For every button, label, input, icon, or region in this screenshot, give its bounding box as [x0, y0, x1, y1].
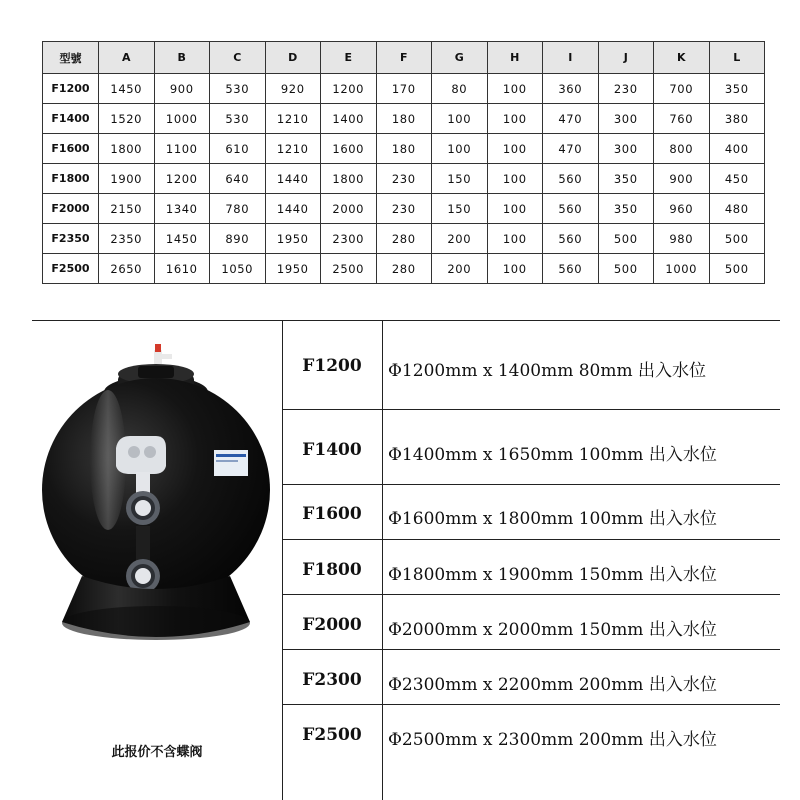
value-cell: 350: [598, 194, 654, 224]
value-cell: 1210: [265, 134, 321, 164]
value-cell: 500: [598, 254, 654, 284]
value-cell: 2650: [99, 254, 155, 284]
value-cell: 230: [376, 164, 432, 194]
value-cell: 900: [154, 74, 210, 104]
spec-row: [282, 540, 780, 595]
spec-model: F1400: [302, 440, 362, 460]
value-cell: 1450: [99, 74, 155, 104]
value-cell: 280: [376, 254, 432, 284]
spec-model: F2300: [302, 670, 362, 690]
value-cell: 920: [265, 74, 321, 104]
spec-row: [282, 320, 780, 410]
header-cell: E: [321, 42, 377, 74]
value-cell: 500: [709, 254, 765, 284]
table-row: [43, 134, 765, 164]
value-cell: 1800: [99, 134, 155, 164]
dimension-table: [42, 41, 765, 284]
value-cell: 1800: [321, 164, 377, 194]
value-cell: 350: [709, 74, 765, 104]
value-cell: 1440: [265, 194, 321, 224]
value-cell: 200: [432, 224, 488, 254]
value-cell: 100: [432, 104, 488, 134]
value-cell: 530: [210, 74, 266, 104]
header-cell: I: [543, 42, 599, 74]
table-row: [43, 224, 765, 254]
header-cell: J: [598, 42, 654, 74]
spec-model: F1200: [302, 356, 362, 376]
value-cell: 230: [376, 194, 432, 224]
spec-row: [282, 705, 780, 760]
value-cell: 700: [654, 74, 710, 104]
value-cell: 1950: [265, 254, 321, 284]
spec-model: F1800: [302, 560, 362, 580]
value-cell: 890: [210, 224, 266, 254]
price-note-caption: 此报价不含蝶阀: [111, 745, 203, 760]
value-cell: 180: [376, 134, 432, 164]
value-cell: 2500: [321, 254, 377, 284]
value-cell: 350: [598, 164, 654, 194]
value-cell: 2000: [321, 194, 377, 224]
header-cell: G: [432, 42, 488, 74]
table-row: [43, 104, 765, 134]
value-cell: 2150: [99, 194, 155, 224]
value-cell: 400: [709, 134, 765, 164]
value-cell: 100: [487, 224, 543, 254]
value-cell: 100: [487, 74, 543, 104]
table-row: [43, 164, 765, 194]
spec-row: [282, 410, 780, 485]
value-cell: 100: [432, 134, 488, 164]
spec-model: F2000: [302, 615, 362, 635]
header-cell: A: [99, 42, 155, 74]
value-cell: 480: [709, 194, 765, 224]
value-cell: 170: [376, 74, 432, 104]
header-cell: 型號: [43, 42, 99, 74]
value-cell: 300: [598, 104, 654, 134]
value-cell: 560: [543, 164, 599, 194]
header-cell: K: [654, 42, 710, 74]
value-cell: 2300: [321, 224, 377, 254]
value-cell: 960: [654, 194, 710, 224]
header-cell: L: [709, 42, 765, 74]
value-cell: 100: [487, 254, 543, 284]
value-cell: 760: [654, 104, 710, 134]
spec-description: Φ1800mm x 1900mm 150mm 出入水位: [388, 565, 717, 585]
spec-description: Φ1200mm x 1400mm 80mm 出入水位: [388, 361, 707, 381]
spec-description: Φ1400mm x 1650mm 100mm 出入水位: [388, 445, 717, 465]
value-cell: 1000: [154, 104, 210, 134]
value-cell: 450: [709, 164, 765, 194]
value-cell: 560: [543, 224, 599, 254]
value-cell: 1050: [210, 254, 266, 284]
value-cell: 230: [598, 74, 654, 104]
value-cell: 1450: [154, 224, 210, 254]
value-cell: 180: [376, 104, 432, 134]
table-row: [43, 194, 765, 224]
value-cell: 150: [432, 164, 488, 194]
value-cell: 280: [376, 224, 432, 254]
value-cell: 100: [487, 134, 543, 164]
value-cell: 640: [210, 164, 266, 194]
header-cell: B: [154, 42, 210, 74]
sand-filter-tank-image: [38, 340, 274, 650]
value-cell: 300: [598, 134, 654, 164]
value-cell: 800: [654, 134, 710, 164]
value-cell: 200: [432, 254, 488, 284]
value-cell: 360: [543, 74, 599, 104]
spec-model: F2500: [302, 725, 362, 745]
value-cell: 1210: [265, 104, 321, 134]
table-row: [43, 74, 765, 104]
value-cell: 100: [487, 194, 543, 224]
value-cell: 560: [543, 254, 599, 284]
value-cell: 530: [210, 104, 266, 134]
value-cell: 1600: [321, 134, 377, 164]
spec-row: [282, 595, 780, 650]
header-cell: C: [210, 42, 266, 74]
value-cell: 470: [543, 134, 599, 164]
spec-row: [282, 485, 780, 540]
value-cell: 1900: [99, 164, 155, 194]
model-cell: F2500: [43, 254, 99, 284]
model-cell: F1600: [43, 134, 99, 164]
value-cell: 1400: [321, 104, 377, 134]
spec-model: F1600: [302, 504, 362, 524]
model-cell: F1800: [43, 164, 99, 194]
value-cell: 500: [598, 224, 654, 254]
value-cell: 1950: [265, 224, 321, 254]
value-cell: 500: [709, 224, 765, 254]
value-cell: 900: [654, 164, 710, 194]
value-cell: 380: [709, 104, 765, 134]
header-cell: H: [487, 42, 543, 74]
model-cell: F1400: [43, 104, 99, 134]
value-cell: 1200: [154, 164, 210, 194]
header-cell: F: [376, 42, 432, 74]
spec-row: [282, 650, 780, 705]
value-cell: 150: [432, 194, 488, 224]
value-cell: 1610: [154, 254, 210, 284]
value-cell: 1100: [154, 134, 210, 164]
header-cell: D: [265, 42, 321, 74]
value-cell: 100: [487, 104, 543, 134]
value-cell: 780: [210, 194, 266, 224]
value-cell: 1340: [154, 194, 210, 224]
spec-section: [32, 320, 800, 800]
value-cell: 1440: [265, 164, 321, 194]
spec-description: Φ2500mm x 2300mm 200mm 出入水位: [388, 730, 717, 750]
model-cell: F1200: [43, 74, 99, 104]
value-cell: 80: [432, 74, 488, 104]
spec-description: Φ1600mm x 1800mm 100mm 出入水位: [388, 509, 717, 529]
table-row: [43, 254, 765, 284]
value-cell: 610: [210, 134, 266, 164]
model-cell: F2000: [43, 194, 99, 224]
value-cell: 980: [654, 224, 710, 254]
value-cell: 100: [487, 164, 543, 194]
value-cell: 1200: [321, 74, 377, 104]
value-cell: 1520: [99, 104, 155, 134]
value-cell: 470: [543, 104, 599, 134]
value-cell: 2350: [99, 224, 155, 254]
spec-description: Φ2000mm x 2000mm 150mm 出入水位: [388, 620, 717, 640]
model-cell: F2350: [43, 224, 99, 254]
value-cell: 1000: [654, 254, 710, 284]
value-cell: 560: [543, 194, 599, 224]
table-body: [43, 74, 765, 284]
table-header-row: [43, 42, 765, 74]
spec-description: Φ2300mm x 2200mm 200mm 出入水位: [388, 675, 717, 695]
